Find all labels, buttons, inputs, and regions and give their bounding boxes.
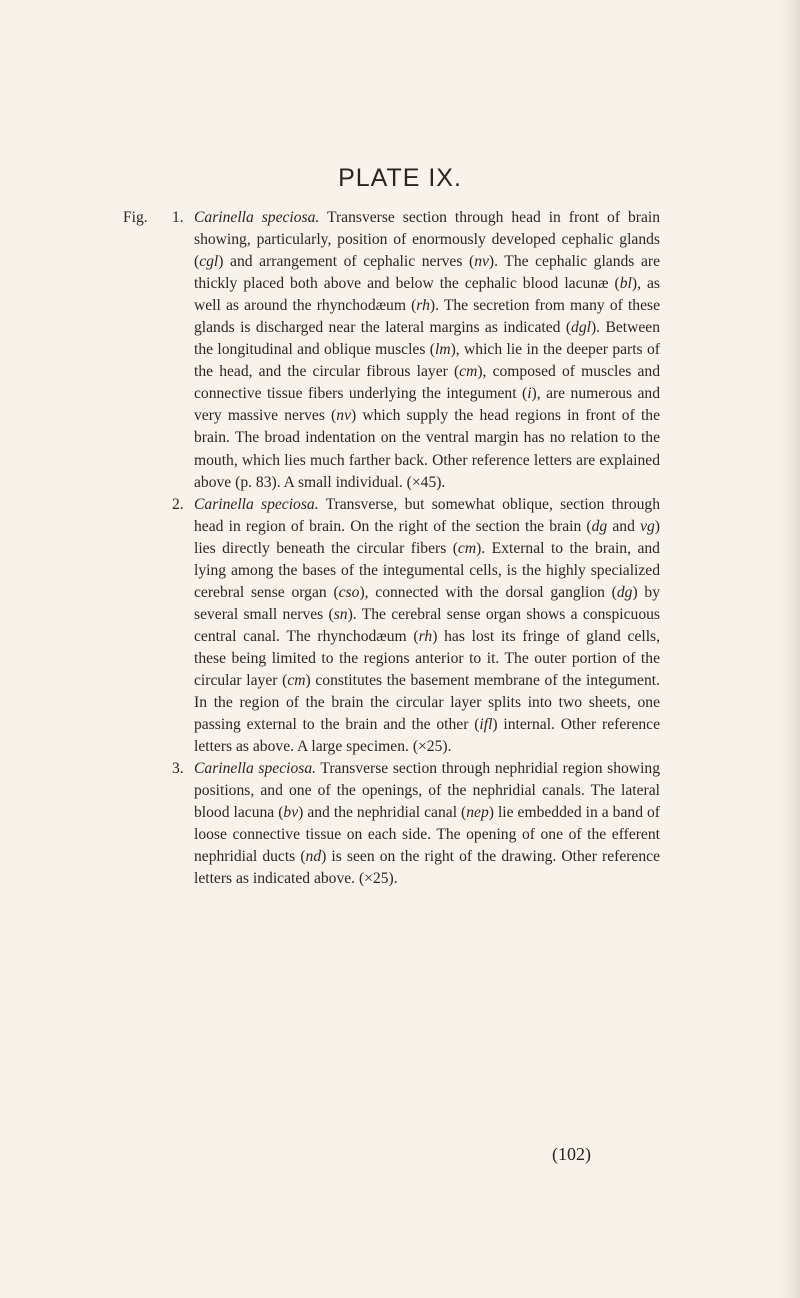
figure-description: Transverse section through head in front of brain showing, particularly, position of enormously developed cephalic glands (cgl) and arrangement of cephalic nerves (nv). The cephalic glands are thickly placed both above and below the cephalic blood lacunæ (bl), as well as around the rhynchodæum (rh). The secretion from many of these glands is discharged near the lateral margins as indicated (dgl). Between the longitudinal and oblique muscles (lm), which lie in the deeper parts of the head, and the circular fibrous layer (cm), composed of muscles and connective tissue fibers underlying the integument (i), are numerous and very massive nerves (nv) which supply the head regions in front of the brain. The broad indentation on the ventral margin has no relation to the mouth, which lies much farther back. Other reference letters are explained above (p. 83). A small individual. (×45). [194, 209, 661, 491]
figure-description: Transverse, but somewhat oblique, section through head in region of brain. On the right of the section the brain (dg and vg) lies directly beneath the circular fibers (cm). External to the brain, and lying among the bases of the integumental cells, is the highly specialized cerebral sense organ (cso), connected with the dorsal ganglion (dg) by several small nerves (sn). The cerebral sense organ shows a conspicuous central canal. The rhynchodæum (rh) has lost its fringe of gland cells, these being limited to the regions anterior to it. The outer portion of the circular layer (cm) constitutes the basement membrane of the integument. In the region of the brain the circular layer splits into two sheets, one passing external to the brain and the other (ifl) internal. Other reference letters as above. A large specimen. (×25). [194, 495, 661, 756]
figure-number: 3. [172, 760, 184, 778]
figure-caption-1 [123, 207, 661, 494]
figure-number: 2. [172, 495, 184, 513]
species-name: Carinella speciosa. [194, 760, 317, 778]
figure-prefix: Fig. [123, 209, 148, 226]
species-name: Carinella speciosa. [194, 209, 320, 226]
figure-captions [123, 207, 661, 890]
figure-caption-3 [172, 758, 660, 890]
species-name: Carinella speciosa. [194, 495, 319, 513]
page-number: (102) [552, 1144, 591, 1164]
figure-number: 1. [172, 209, 184, 226]
figure-description: Transverse section through nephridial region showing positions, and one of the openings, of the nephridial canals. The lateral blood lacuna (bv) and the nephridial canal (nep) lie embedded in a band of loose connective tissue on each side. The opening of one of the efferent nephridial ducts (nd) is seen on the right of the drawing. Other reference letters as indicated above. (×25). [194, 760, 660, 888]
plate-title: PLATE IX. [338, 164, 462, 192]
figure-caption-2 [172, 494, 660, 759]
page-edge-shadow [778, 0, 800, 1298]
